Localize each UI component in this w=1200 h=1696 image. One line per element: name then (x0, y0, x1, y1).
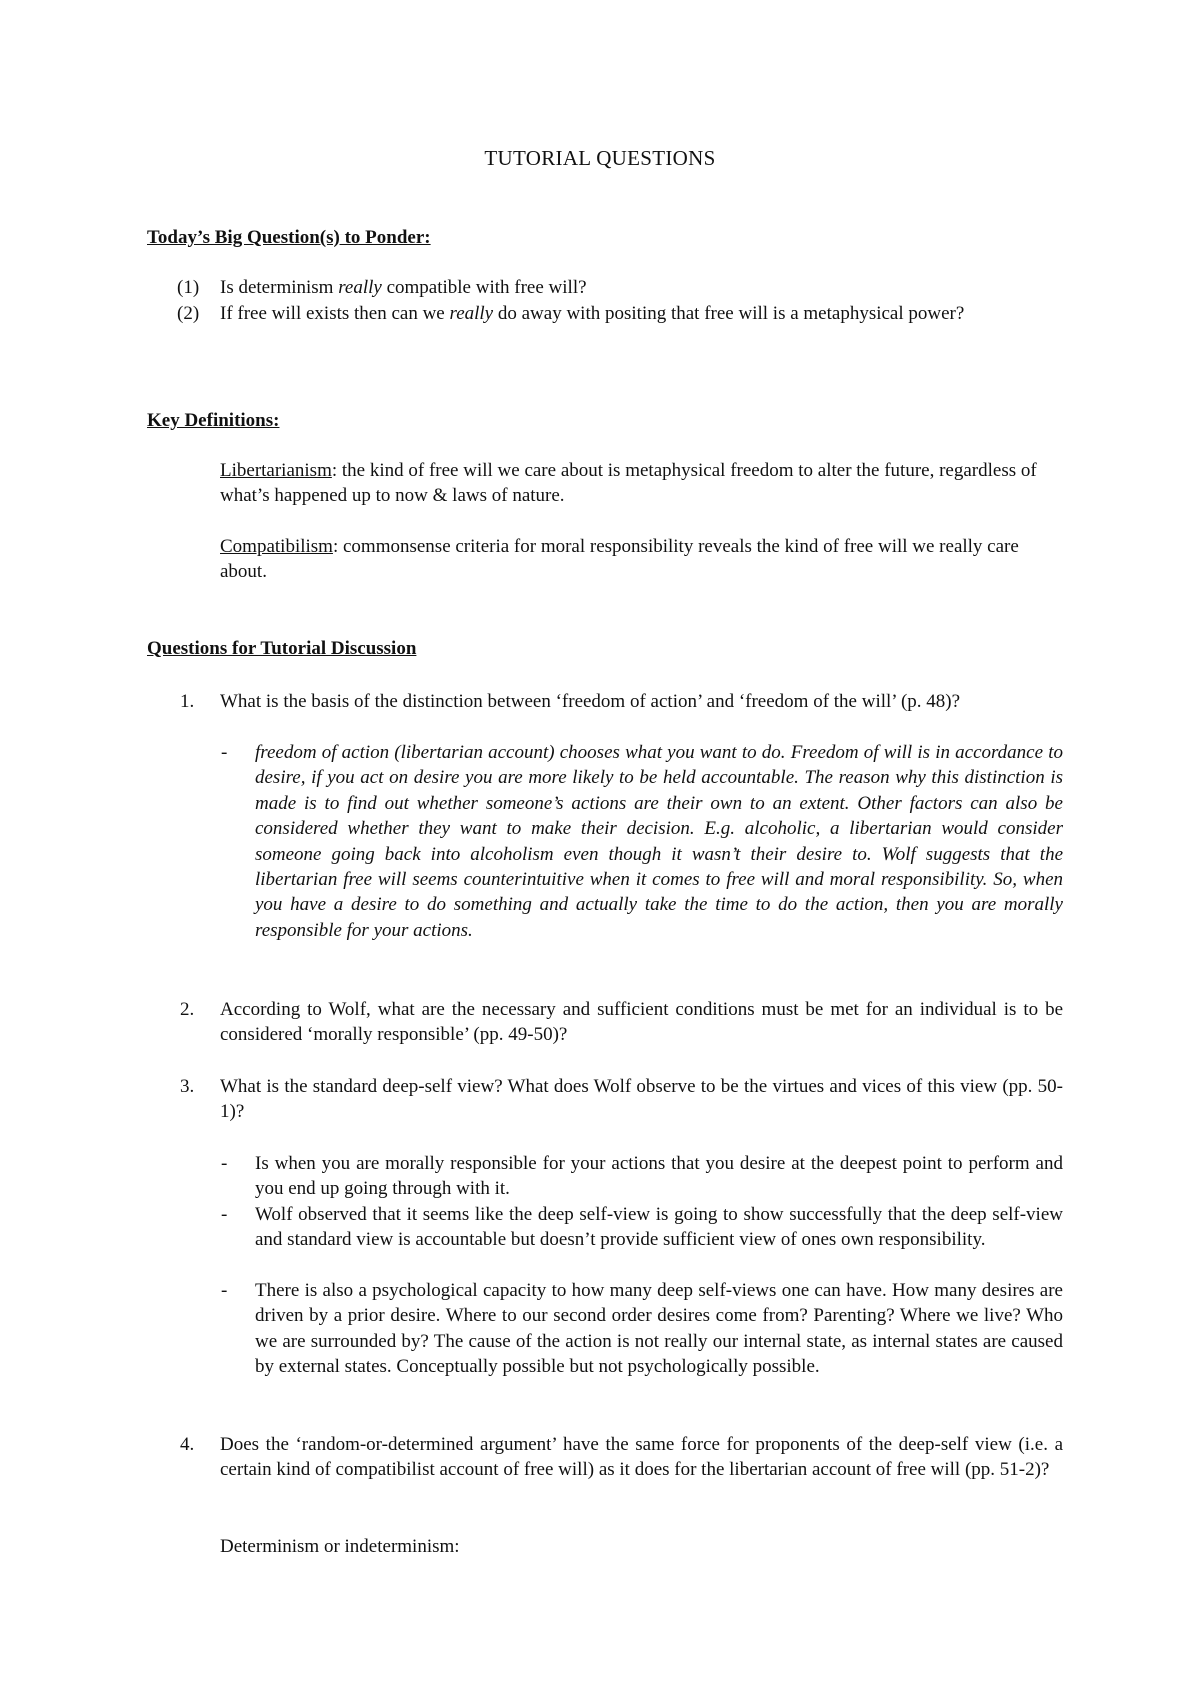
big-question-1-number: (1) (177, 277, 200, 298)
question-3-bullet-2: - (221, 1204, 228, 1225)
term-libertarianism: Libertarianism (220, 460, 332, 481)
discussion-heading: Questions for Tutorial Discussion (147, 638, 417, 659)
big-question-2-number: (2) (177, 303, 200, 324)
question-3-bullet-1: - (221, 1153, 228, 1174)
question-3-text: What is the standard deep-self view? What does Wolf observe to be the virtues and vices of this view (pp. 50-1)? (220, 1076, 1063, 1123)
question-4-text: Does the ‘random-or-determined argument’ have the same force for proponents of the deep-self view (i.e. a certain kind of compatibilist account of free will) as it does for the libertarian account of free will (pp. 51-2)? (220, 1434, 1063, 1481)
question-4-number: 4. (180, 1434, 195, 1455)
question-1-number: 1. (180, 691, 195, 712)
question-1-bullet: - (221, 742, 228, 763)
big-questions-heading: Today’s Big Question(s) to Ponder: (147, 227, 431, 248)
definition-libertarianism: Libertarianism: the kind of free will we care about is metaphysical freedom to alter the future, regardless of what’s happened up to now & laws of nature. (220, 460, 1037, 507)
question-1-text: What is the basis of the distinction between ‘freedom of action’ and ‘freedom of the will’ (p. 48)? (220, 691, 961, 712)
big-question-1: Is determinism really compatible with free will? (220, 277, 587, 298)
question-3-answer-1: Is when you are morally responsible for your actions that you desire at the deepest point to perform and you end up going through with it. (255, 1153, 1063, 1200)
big-question-2: If free will exists then can we really do away with positing that free will is a metaphysical power? (220, 303, 965, 324)
term-compatibilism: Compatibilism (220, 536, 333, 557)
definition-compatibilism: Compatibilism: commonsense criteria for moral responsibility reveals the kind of free will we really care about. (220, 536, 1019, 583)
question-3-answer-3: There is also a psychological capacity to how many deep self-views one can have. How many desires are driven by a prior desire. Where to our second order desires come from? Parenting? Where we live? Who we are surrounded by? The cause of the action is not really our internal state, as internal states are caused by external states. Conceptually possible but not psychologically possible. (255, 1280, 1063, 1378)
key-definitions-heading: Key Definitions: (147, 410, 280, 431)
question-2-number: 2. (180, 999, 195, 1020)
question-3-answer-2: Wolf observed that it seems like the deep self-view is going to show successfully that the deep self-view and standard view is accountable but doesn’t provide sufficient view of ones own responsibility. (255, 1204, 1063, 1251)
question-1-answer: freedom of action (libertarian account) chooses what you want to do. Freedom of will is in accordance to desire, if you act on desire you are more likely to be held accountable. The reason why this distinction is made is to find out whether someone’s actions are their own to an extent. Other factors can also be considered whether they want to make their decision. E.g. alcoholic, a libertarian would consider someone going back into alcoholism even though it wasn’t their desire to. Wolf suggests that the libertarian free will seems counterintuitive when it comes to free will and moral responsibility. So, when you have a desire to do something and actually take the time to do the action, then you are morally responsible for your actions. (255, 742, 1063, 941)
question-4-note: Determinism or indeterminism: (220, 1536, 460, 1557)
question-3-bullet-3: - (221, 1280, 228, 1301)
document-title: TUTORIAL QUESTIONS (484, 146, 716, 170)
question-3-number: 3. (180, 1076, 195, 1097)
question-2-text: According to Wolf, what are the necessary and sufficient conditions must be met for an individual is to be considered ‘morally responsible’ (pp. 49-50)? (220, 999, 1063, 1046)
